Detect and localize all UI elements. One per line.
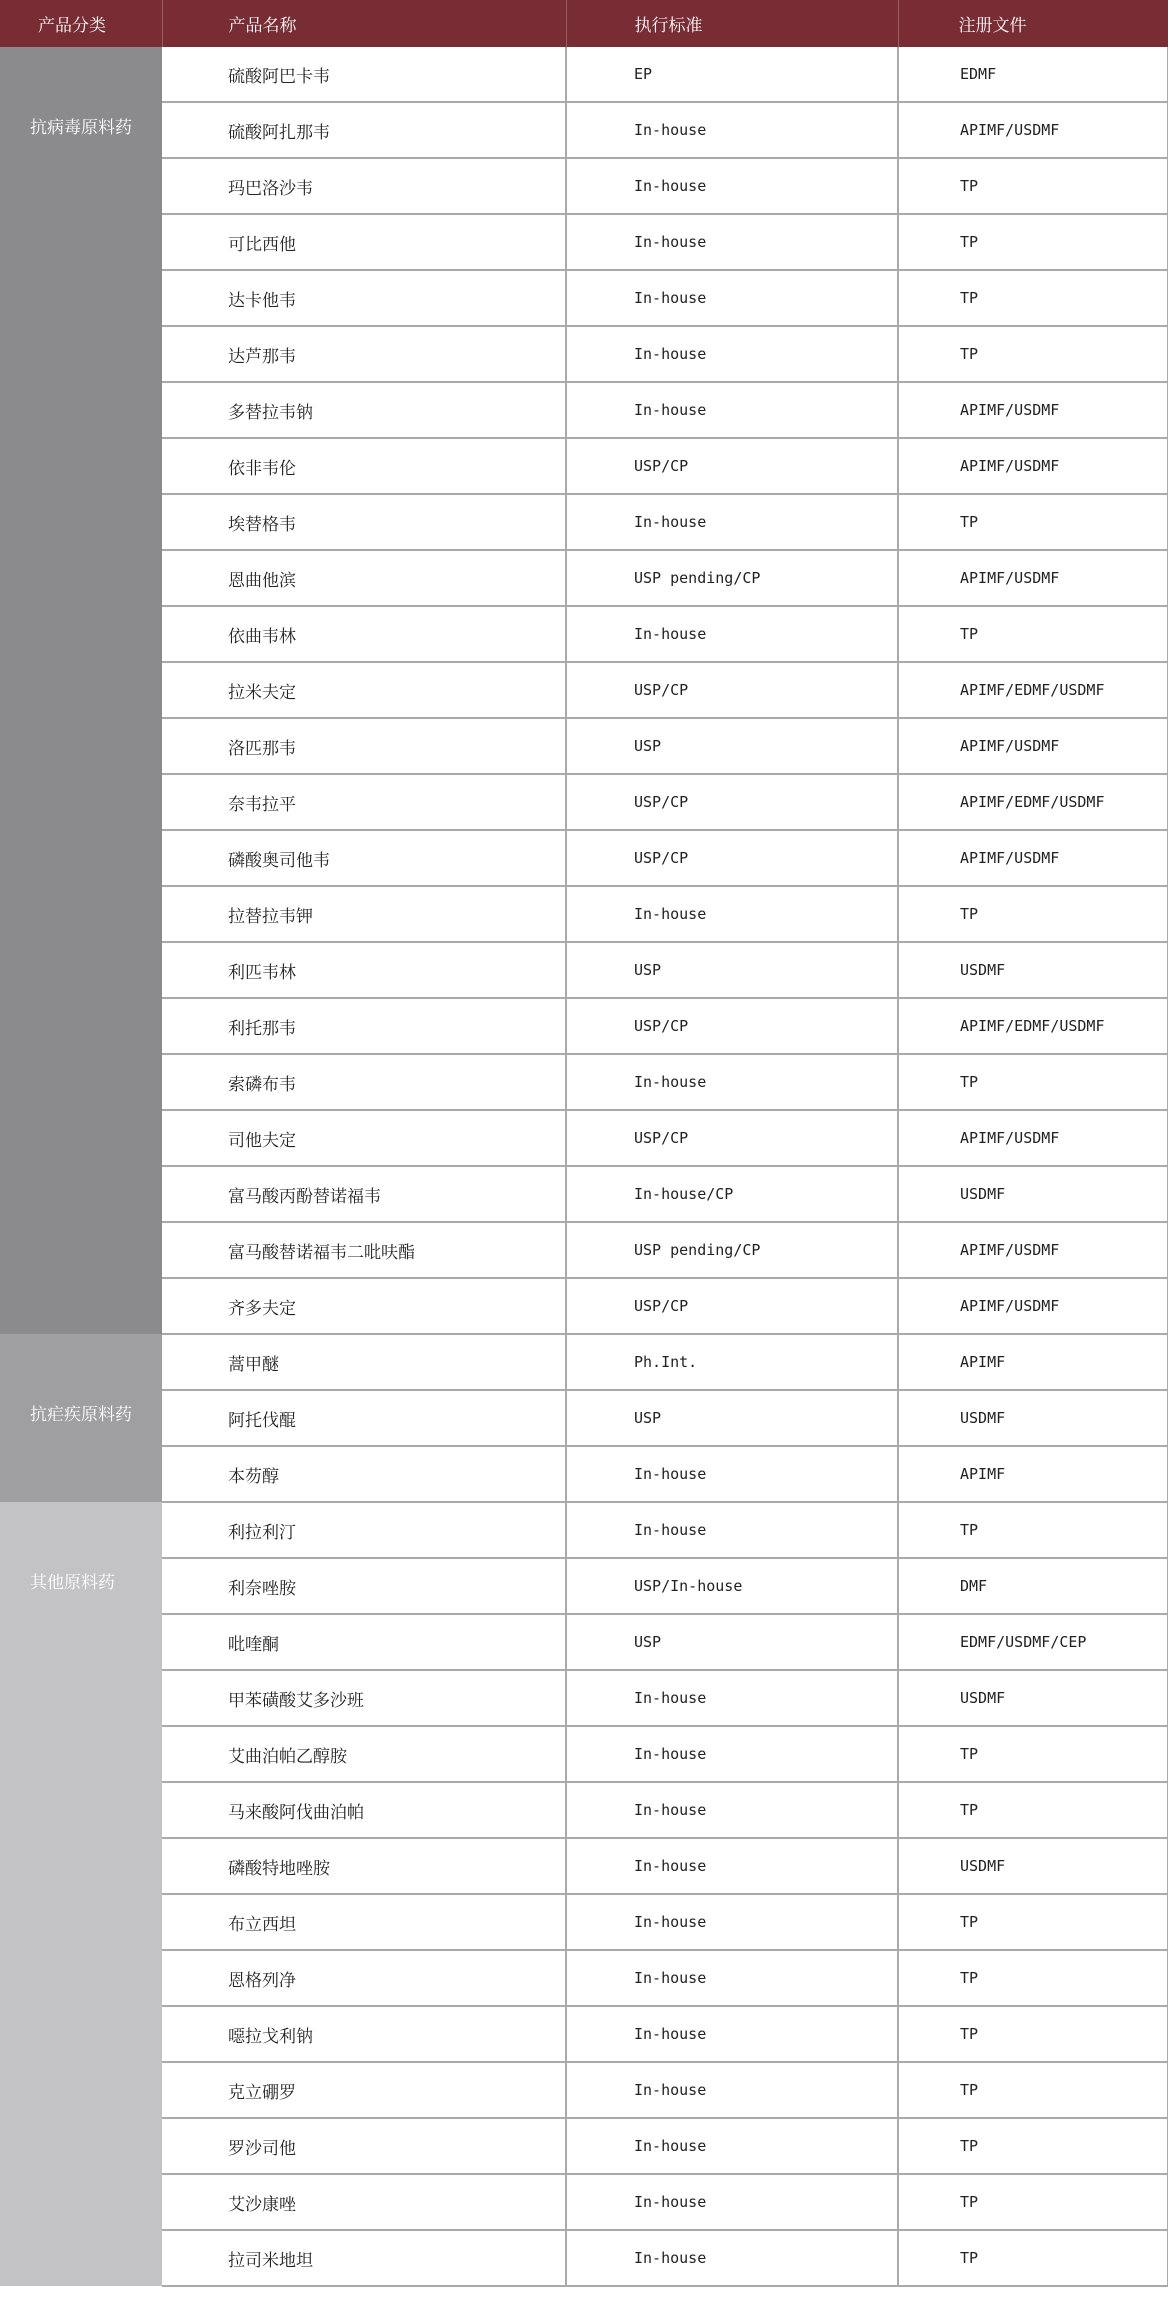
registration-cell: TP — [898, 1782, 1168, 1838]
registration-cell: APIMF/EDMF/USDMF — [898, 998, 1168, 1054]
table-row — [0, 998, 1168, 1054]
standard-cell: USP — [566, 718, 898, 774]
registration-cell: TP — [898, 158, 1168, 214]
product-name-cell: 本芴醇 — [162, 1446, 566, 1502]
standard-cell: USP/CP — [566, 1278, 898, 1334]
registration-cell: TP — [898, 326, 1168, 382]
product-name-cell: 艾沙康唑 — [162, 2174, 566, 2230]
product-name-cell: 艾曲泊帕乙醇胺 — [162, 1726, 566, 1782]
table-row — [0, 438, 1168, 494]
table-row — [0, 47, 1168, 102]
standard-cell: In-house — [566, 1838, 898, 1894]
product-name-cell: 吡喹酮 — [162, 1614, 566, 1670]
product-name-cell: 磷酸特地唑胺 — [162, 1838, 566, 1894]
standard-cell: USP/CP — [566, 830, 898, 886]
standard-cell: USP pending/CP — [566, 1222, 898, 1278]
table-row — [0, 214, 1168, 270]
product-name-cell: 布立西坦 — [162, 1894, 566, 1950]
registration-cell: EDMF/USDMF/CEP — [898, 1614, 1168, 1670]
registration-cell: USDMF — [898, 1166, 1168, 1222]
product-name-cell: 依曲韦林 — [162, 606, 566, 662]
product-name-cell: 拉替拉韦钾 — [162, 886, 566, 942]
product-name-cell: 拉米夫定 — [162, 662, 566, 718]
standard-cell: In-house — [566, 214, 898, 270]
standard-cell: EP — [566, 47, 898, 102]
table-row — [0, 382, 1168, 438]
product-name-cell: 达卡他韦 — [162, 270, 566, 326]
table-body — [0, 47, 1168, 2286]
registration-cell: APIMF/USDMF — [898, 102, 1168, 158]
standard-cell: USP — [566, 1390, 898, 1446]
table-row — [0, 1950, 1168, 2006]
table-row — [0, 2006, 1168, 2062]
table-row — [0, 270, 1168, 326]
product-name-cell: 恩格列净 — [162, 1950, 566, 2006]
product-name-cell: 阿托伐醌 — [162, 1390, 566, 1446]
product-name-cell: 蒿甲醚 — [162, 1334, 566, 1390]
header-product-name: 产品名称 — [162, 0, 566, 47]
table-row — [0, 1166, 1168, 1222]
registration-cell: APIMF — [898, 1334, 1168, 1390]
registration-cell: APIMF/USDMF — [898, 718, 1168, 774]
table-row — [0, 662, 1168, 718]
product-name-cell: 甲苯磺酸艾多沙班 — [162, 1670, 566, 1726]
product-name-cell: 依非韦伦 — [162, 438, 566, 494]
registration-cell: EDMF — [898, 47, 1168, 102]
standard-cell: USP pending/CP — [566, 550, 898, 606]
table-row — [0, 1614, 1168, 1670]
standard-cell: In-house — [566, 2006, 898, 2062]
table-row — [0, 494, 1168, 550]
registration-cell: APIMF/EDMF/USDMF — [898, 662, 1168, 718]
product-name-cell: 玛巴洛沙韦 — [162, 158, 566, 214]
registration-cell: APIMF/USDMF — [898, 1222, 1168, 1278]
standard-cell: In-house/CP — [566, 1166, 898, 1222]
table-row — [0, 942, 1168, 998]
standard-cell: Ph.Int. — [566, 1334, 898, 1390]
standard-cell: USP — [566, 1614, 898, 1670]
standard-cell: In-house — [566, 2062, 898, 2118]
standard-cell: In-house — [566, 1782, 898, 1838]
category-label: 其他原料药 — [30, 1573, 115, 1593]
registration-cell: USDMF — [898, 942, 1168, 998]
registration-cell: USDMF — [898, 1390, 1168, 1446]
registration-cell: TP — [898, 270, 1168, 326]
table-row — [0, 1558, 1168, 1614]
table-row — [0, 1222, 1168, 1278]
product-name-cell: 硫酸阿巴卡韦 — [162, 47, 566, 102]
product-name-cell: 噁拉戈利钠 — [162, 2006, 566, 2062]
table-row — [0, 550, 1168, 606]
table-row — [0, 326, 1168, 382]
product-name-cell: 罗沙司他 — [162, 2118, 566, 2174]
registration-cell: USDMF — [898, 1838, 1168, 1894]
table-row — [0, 774, 1168, 830]
registration-cell: APIMF/USDMF — [898, 550, 1168, 606]
header-registration: 注册文件 — [898, 0, 1168, 47]
registration-cell: DMF — [898, 1558, 1168, 1614]
table-row — [0, 2062, 1168, 2118]
registration-cell: TP — [898, 214, 1168, 270]
category-label: 抗病毒原料药 — [30, 118, 132, 138]
registration-cell: APIMF/USDMF — [898, 438, 1168, 494]
table-row — [0, 830, 1168, 886]
registration-cell: APIMF/USDMF — [898, 830, 1168, 886]
registration-cell: USDMF — [898, 1670, 1168, 1726]
standard-cell: In-house — [566, 494, 898, 550]
standard-cell: In-house — [566, 1894, 898, 1950]
product-name-cell: 奈韦拉平 — [162, 774, 566, 830]
registration-cell: APIMF/EDMF/USDMF — [898, 774, 1168, 830]
product-name-cell: 磷酸奥司他韦 — [162, 830, 566, 886]
category-cell — [0, 1334, 162, 1502]
registration-cell: TP — [898, 1950, 1168, 2006]
registration-cell: TP — [898, 2006, 1168, 2062]
product-name-cell: 富马酸丙酚替诺福韦 — [162, 1166, 566, 1222]
standard-cell: In-house — [566, 2174, 898, 2230]
table-row — [0, 1278, 1168, 1334]
table-row — [0, 1838, 1168, 1894]
table-header — [0, 0, 1168, 47]
table-row — [0, 102, 1168, 158]
product-name-cell: 富马酸替诺福韦二吡呋酯 — [162, 1222, 566, 1278]
table-row — [0, 1782, 1168, 1838]
standard-cell: In-house — [566, 1950, 898, 2006]
standard-cell: In-house — [566, 2118, 898, 2174]
product-name-cell: 克立硼罗 — [162, 2062, 566, 2118]
product-name-cell: 利奈唑胺 — [162, 1558, 566, 1614]
registration-cell: TP — [898, 494, 1168, 550]
registration-cell: TP — [898, 1054, 1168, 1110]
product-name-cell: 可比西他 — [162, 214, 566, 270]
standard-cell: In-house — [566, 1502, 898, 1558]
standard-cell: USP — [566, 942, 898, 998]
standard-cell: In-house — [566, 1726, 898, 1782]
standard-cell: USP/In-house — [566, 1558, 898, 1614]
table-row — [0, 158, 1168, 214]
standard-cell: In-house — [566, 158, 898, 214]
registration-cell: TP — [898, 606, 1168, 662]
table-row — [0, 1894, 1168, 1950]
product-name-cell: 恩曲他滨 — [162, 550, 566, 606]
registration-cell: TP — [898, 886, 1168, 942]
registration-cell: APIMF/USDMF — [898, 1110, 1168, 1166]
registration-cell: APIMF/USDMF — [898, 1278, 1168, 1334]
standard-cell: In-house — [566, 102, 898, 158]
standard-cell: In-house — [566, 1670, 898, 1726]
product-name-cell: 齐多夫定 — [162, 1278, 566, 1334]
standard-cell: In-house — [566, 2230, 898, 2286]
header-category: 产品分类 — [0, 0, 162, 47]
product-name-cell: 埃替格韦 — [162, 494, 566, 550]
standard-cell: In-house — [566, 1446, 898, 1502]
standard-cell: USP/CP — [566, 1110, 898, 1166]
table-row — [0, 718, 1168, 774]
standard-cell: USP/CP — [566, 662, 898, 718]
registration-cell: TP — [898, 2174, 1168, 2230]
product-name-cell: 洛匹那韦 — [162, 718, 566, 774]
table-row — [0, 1726, 1168, 1782]
standard-cell: In-house — [566, 606, 898, 662]
product-name-cell: 索磷布韦 — [162, 1054, 566, 1110]
table-row — [0, 1334, 1168, 1390]
registration-cell: TP — [898, 1726, 1168, 1782]
table-row — [0, 2118, 1168, 2174]
product-name-cell: 利匹韦林 — [162, 942, 566, 998]
table-row — [0, 1390, 1168, 1446]
product-name-cell: 达芦那韦 — [162, 326, 566, 382]
table-row — [0, 1110, 1168, 1166]
header-row — [0, 0, 1168, 47]
registration-cell: TP — [898, 2230, 1168, 2286]
standard-cell: In-house — [566, 1054, 898, 1110]
table-row — [0, 2230, 1168, 2286]
table-row — [0, 1446, 1168, 1502]
table-row — [0, 1054, 1168, 1110]
standard-cell: In-house — [566, 326, 898, 382]
registration-cell: TP — [898, 1502, 1168, 1558]
standard-cell: USP/CP — [566, 438, 898, 494]
category-label: 抗疟疾原料药 — [30, 1405, 132, 1425]
standard-cell: In-house — [566, 886, 898, 942]
registration-cell: TP — [898, 2118, 1168, 2174]
category-cell — [0, 47, 162, 1334]
product-name-cell: 拉司米地坦 — [162, 2230, 566, 2286]
standard-cell: USP/CP — [566, 998, 898, 1054]
table-row — [0, 1502, 1168, 1558]
table-row — [0, 606, 1168, 662]
table-row — [0, 2174, 1168, 2230]
standard-cell: USP/CP — [566, 774, 898, 830]
product-name-cell: 利托那韦 — [162, 998, 566, 1054]
header-standard: 执行标准 — [566, 0, 898, 47]
standard-cell: In-house — [566, 270, 898, 326]
product-name-cell: 利拉利汀 — [162, 1502, 566, 1558]
registration-cell: APIMF — [898, 1446, 1168, 1502]
product-name-cell: 司他夫定 — [162, 1110, 566, 1166]
registration-cell: TP — [898, 2062, 1168, 2118]
table-row — [0, 886, 1168, 942]
product-name-cell: 多替拉韦钠 — [162, 382, 566, 438]
table-row — [0, 1670, 1168, 1726]
registration-cell: APIMF/USDMF — [898, 382, 1168, 438]
category-cell — [0, 1502, 162, 2286]
product-name-cell: 硫酸阿扎那韦 — [162, 102, 566, 158]
product-name-cell: 马来酸阿伐曲泊帕 — [162, 1782, 566, 1838]
registration-cell: TP — [898, 1894, 1168, 1950]
standard-cell: In-house — [566, 382, 898, 438]
